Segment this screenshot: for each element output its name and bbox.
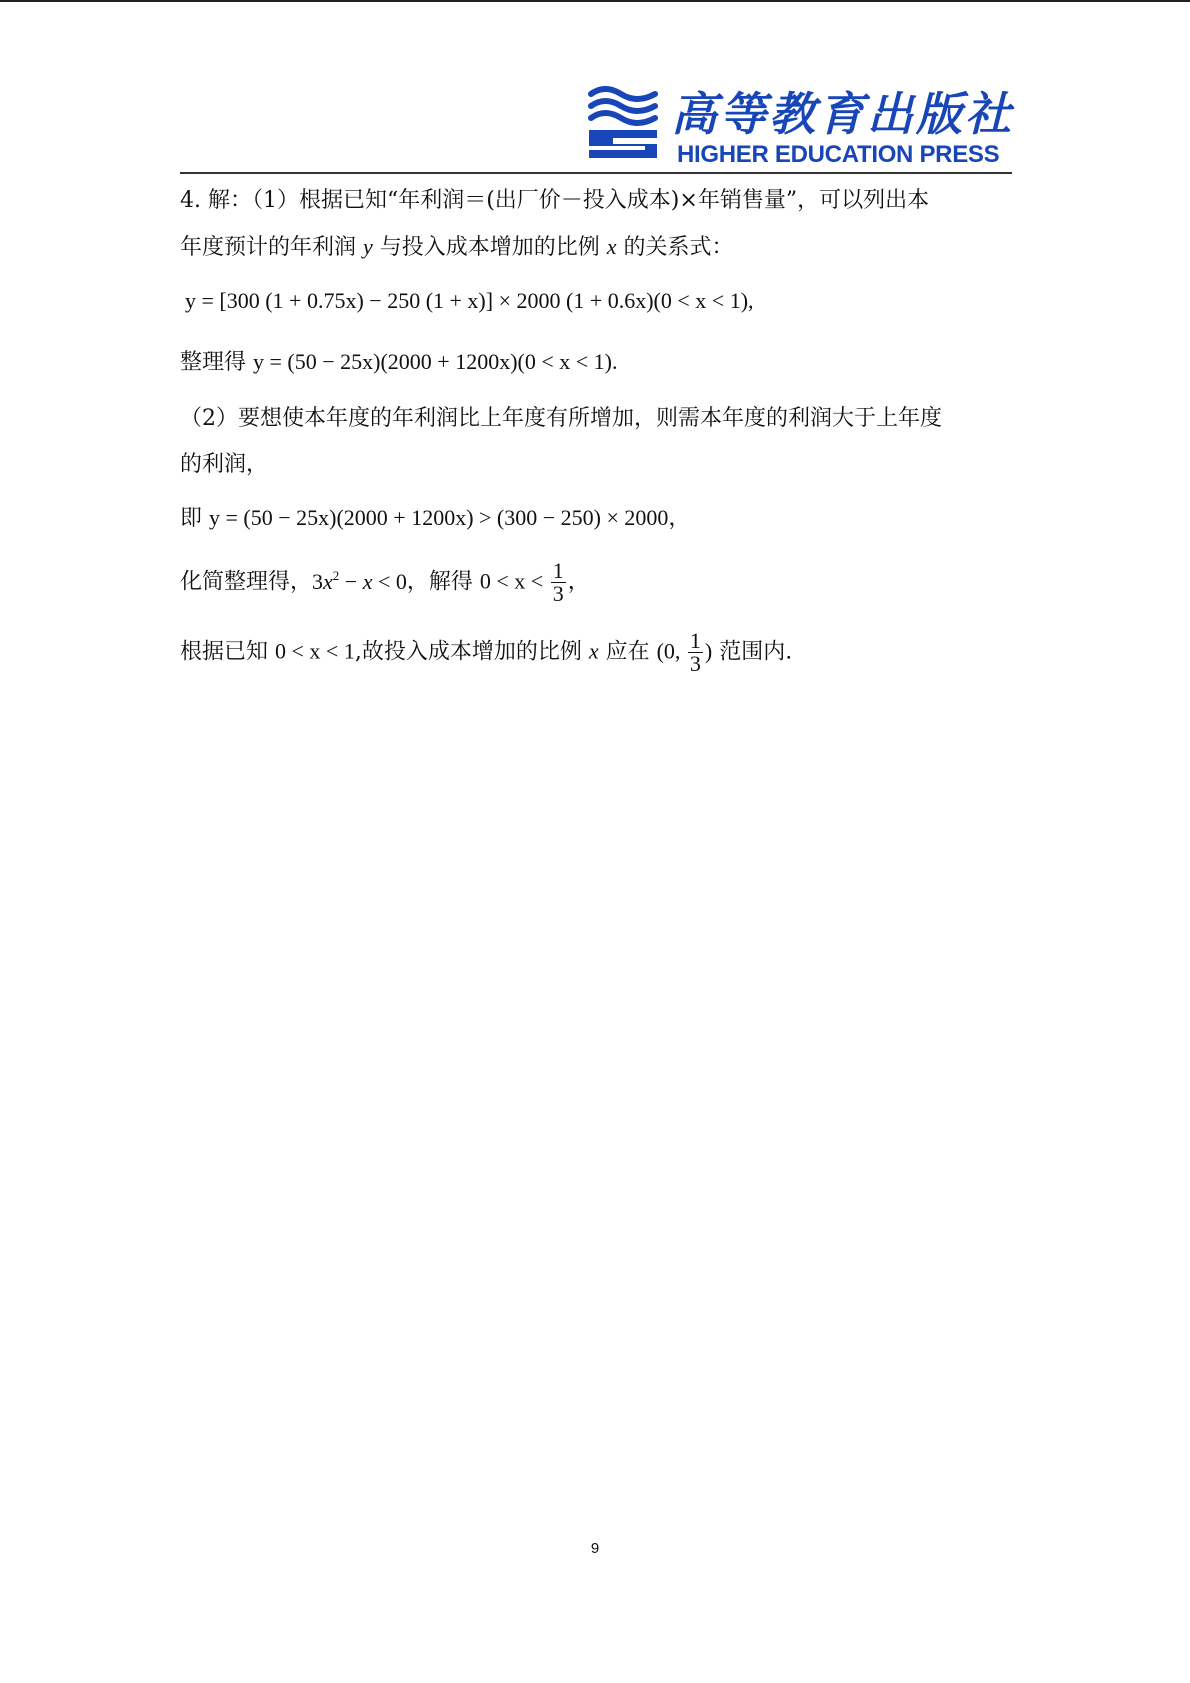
fraction-one-third	[551, 560, 566, 605]
fraction-numerator: 1	[552, 558, 564, 583]
inequality-profit-comparison: y = (50 − 25x)(2000 + 1200x) > (300 − 250) × 2000，	[209, 505, 691, 530]
text-segment: 化简整理得，	[180, 569, 313, 595]
solution-line-6: 的利润，	[180, 452, 269, 477]
solution-line-9	[180, 630, 792, 675]
inequality-quadratic: $3x^2 - x < 0$	[312, 567, 407, 594]
solution-line-4	[180, 347, 618, 378]
interval-open: (0,	[656, 638, 686, 664]
header-divider	[180, 172, 1012, 174]
fraction-one-third	[688, 630, 703, 675]
higher-education-press-emblem-icon	[585, 86, 665, 166]
top-border	[0, 0, 1190, 2]
solution-line-5: （2）要想使本年度的年利润比上年度有所增加，则需本年度的利润大于上年度	[180, 406, 942, 431]
inequality-solution: 0 < x <	[479, 568, 549, 594]
equation-profit-function: y = [300 (1 + 0.75x) − 250 (1 + x)] × 2000 (1 + 0.6x)(0 < x < 1),	[185, 288, 754, 313]
text-segment: 整理得	[180, 350, 253, 375]
publisher-name-cn: 高等教育出版社	[671, 87, 1014, 141]
text-segment: 的关系式：	[616, 235, 734, 260]
solution-line-1: 4. 解：（1）根据已知“年利润＝(出厂价－投入成本)×年销售量”，可以列出本	[180, 188, 930, 213]
solution-line-7	[180, 503, 690, 534]
equation-simplified: y = (50 − 25x)(2000 + 1200x)(0 < x < 1).	[253, 349, 618, 374]
text-segment: ，	[567, 569, 590, 595]
variable-x: x	[606, 234, 617, 259]
variable-x: x	[588, 638, 599, 664]
publisher-name-en: HIGHER EDUCATION PRESS	[677, 141, 1000, 168]
solution-line-8	[180, 560, 590, 605]
text-segment: ，解得	[406, 569, 480, 595]
fraction-denominator: 3	[552, 581, 564, 606]
text-segment: 范围内.	[712, 639, 793, 665]
fraction-denominator: 3	[689, 651, 701, 676]
page-number: 9	[590, 1540, 600, 1557]
solution-line-2	[180, 232, 734, 263]
fraction-numerator: 1	[689, 628, 701, 653]
text-segment: 年度预计的年利润	[180, 235, 363, 260]
publisher-logo	[585, 86, 1013, 170]
text-segment: 根据已知	[180, 639, 275, 665]
variable-y: y	[363, 234, 373, 259]
text-segment: 与投入成本增加的比例	[372, 235, 607, 260]
text-segment: 应在	[598, 639, 657, 665]
text-segment: ,故投入成本增加的比例	[354, 639, 589, 665]
inequality-domain: 0 < x < 1	[275, 638, 355, 664]
interval-close: )	[704, 638, 713, 664]
text-segment: 即	[180, 506, 209, 531]
